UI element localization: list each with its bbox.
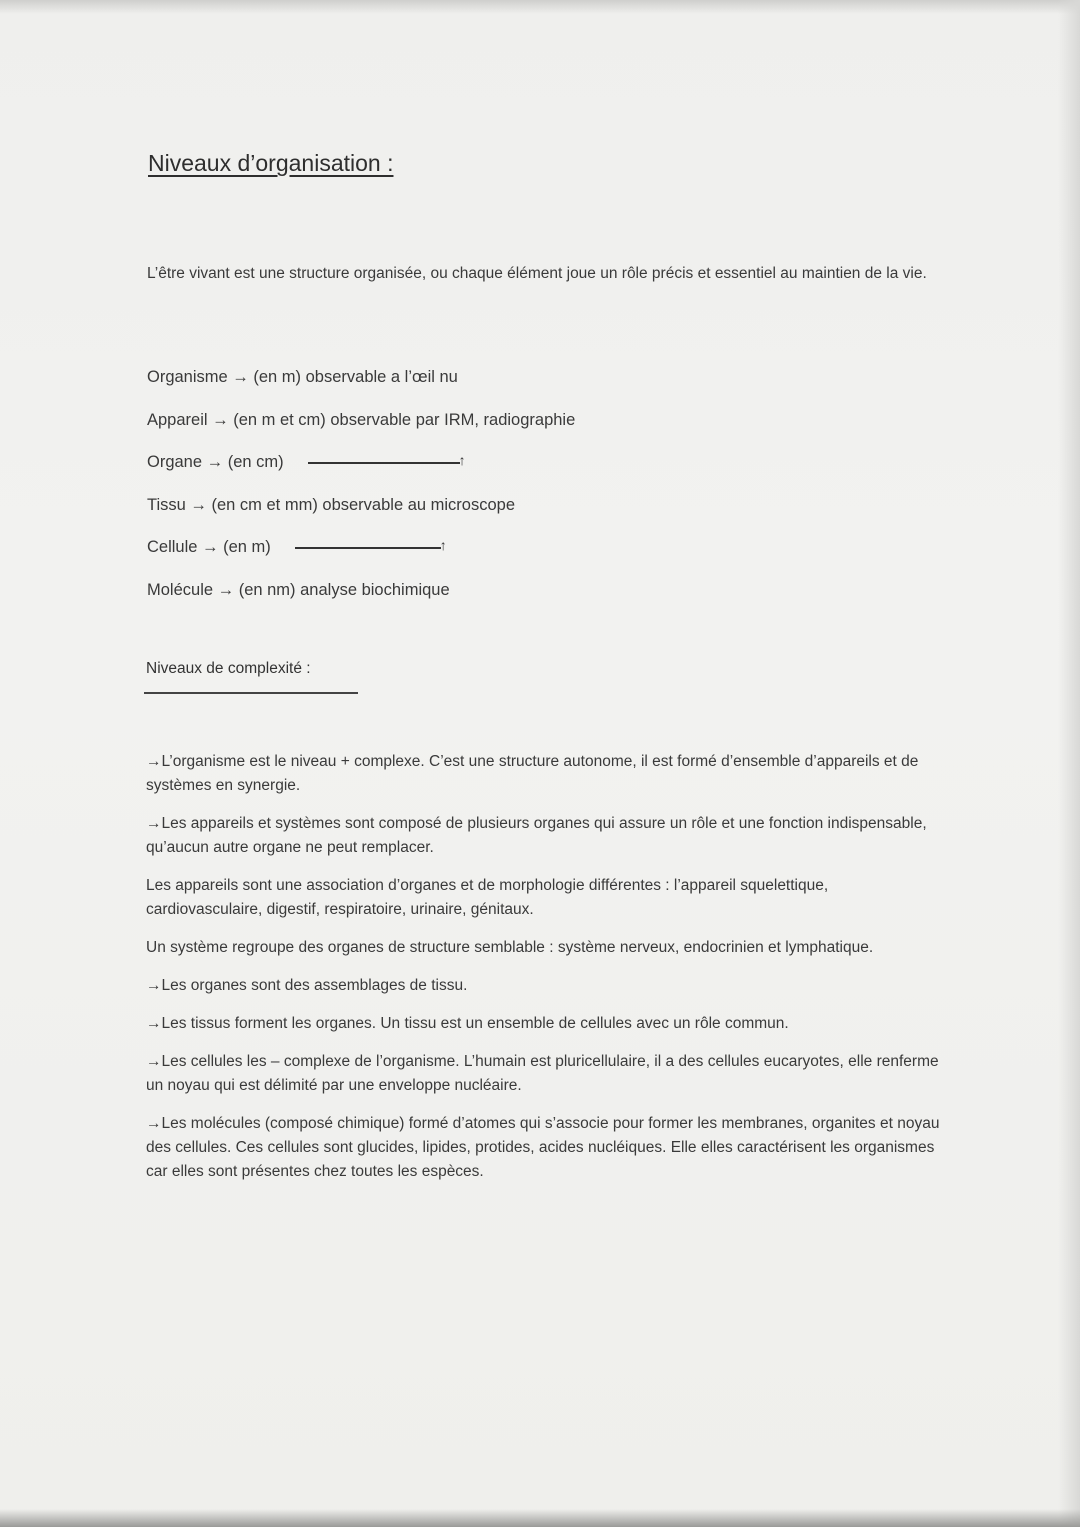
level-cellule <box>147 534 575 577</box>
level-label: Cellule → (en m) <box>147 538 271 556</box>
level-label: Appareil → (en m et cm) observable par IRM, radiographie <box>147 410 576 429</box>
paragraph: →Les organes sont des assemblages de tissu. <box>146 977 468 994</box>
paragraph: Un système regroupe des organes de structure semblable : système nerveux, endocrinien et lymphatique. <box>146 939 874 956</box>
complexity-paragraphs <box>146 750 941 1198</box>
page-title: Niveaux d’organisation : <box>148 150 394 176</box>
level-tissu <box>147 492 575 535</box>
subtitle-underline <box>144 692 358 694</box>
up-arrow-icon <box>295 547 441 549</box>
level-organe <box>147 449 575 492</box>
level-organisme <box>147 364 575 407</box>
level-label: Organe → (en cm) <box>147 453 284 471</box>
up-arrow-icon <box>308 462 460 464</box>
organization-levels-list <box>147 364 575 619</box>
level-label: Organisme → (en m) observable a l’œil nu <box>147 368 458 386</box>
paragraph: Les appareils sont une association d’organes et de morphologie différentes : l’appareil squelettique, cardiovasculaire, digestif, respiratoire, urinaire, génitaux. <box>146 877 829 918</box>
level-molecule <box>147 577 575 620</box>
paragraph: →L’organisme est le niveau + complexe. C’est une structure autonome, il est formé d’ensemble d’appareils et de systèmes en synergie. <box>146 753 919 794</box>
paragraph: →Les cellules les – complexe de l’organisme. L’humain est pluricellulaire, il a des cellules eucaryotes, elle renferme un noyau qui est délimité par une enveloppe nucléaire. <box>146 1053 939 1094</box>
level-label: Tissu → (en cm et mm) observable au microscope <box>147 495 516 514</box>
level-label: Molécule → (en nm) analyse biochimique <box>147 580 450 599</box>
intro-paragraph: L’être vivant est une structure organisée, ou chaque élément joue un rôle précis et essentiel au maintien de la vie. <box>147 265 927 282</box>
paragraph: →Les molécules (composé chimique) formé d’atomes qui s’associe pour former les membranes, organites et noyau des cellules. Ces cellules sont glucides, lipides, protides, acides nucléiques. Elle elles caractérisent les organismes car elles sont présentes chez toutes les espèces. <box>146 1115 940 1180</box>
page-edge-shadow <box>1058 0 1080 1527</box>
paragraph: →Les appareils et systèmes sont composé de plusieurs organes qui assure un rôle et une fonction indispensable, qu’aucun autre organe ne peut remplacer. <box>146 815 927 856</box>
section-subtitle: Niveaux de complexité : <box>146 660 311 677</box>
paragraph: →Les tissus forment les organes. Un tissu est un ensemble de cellules avec un rôle commun. <box>146 1015 789 1032</box>
level-appareil <box>147 407 575 450</box>
